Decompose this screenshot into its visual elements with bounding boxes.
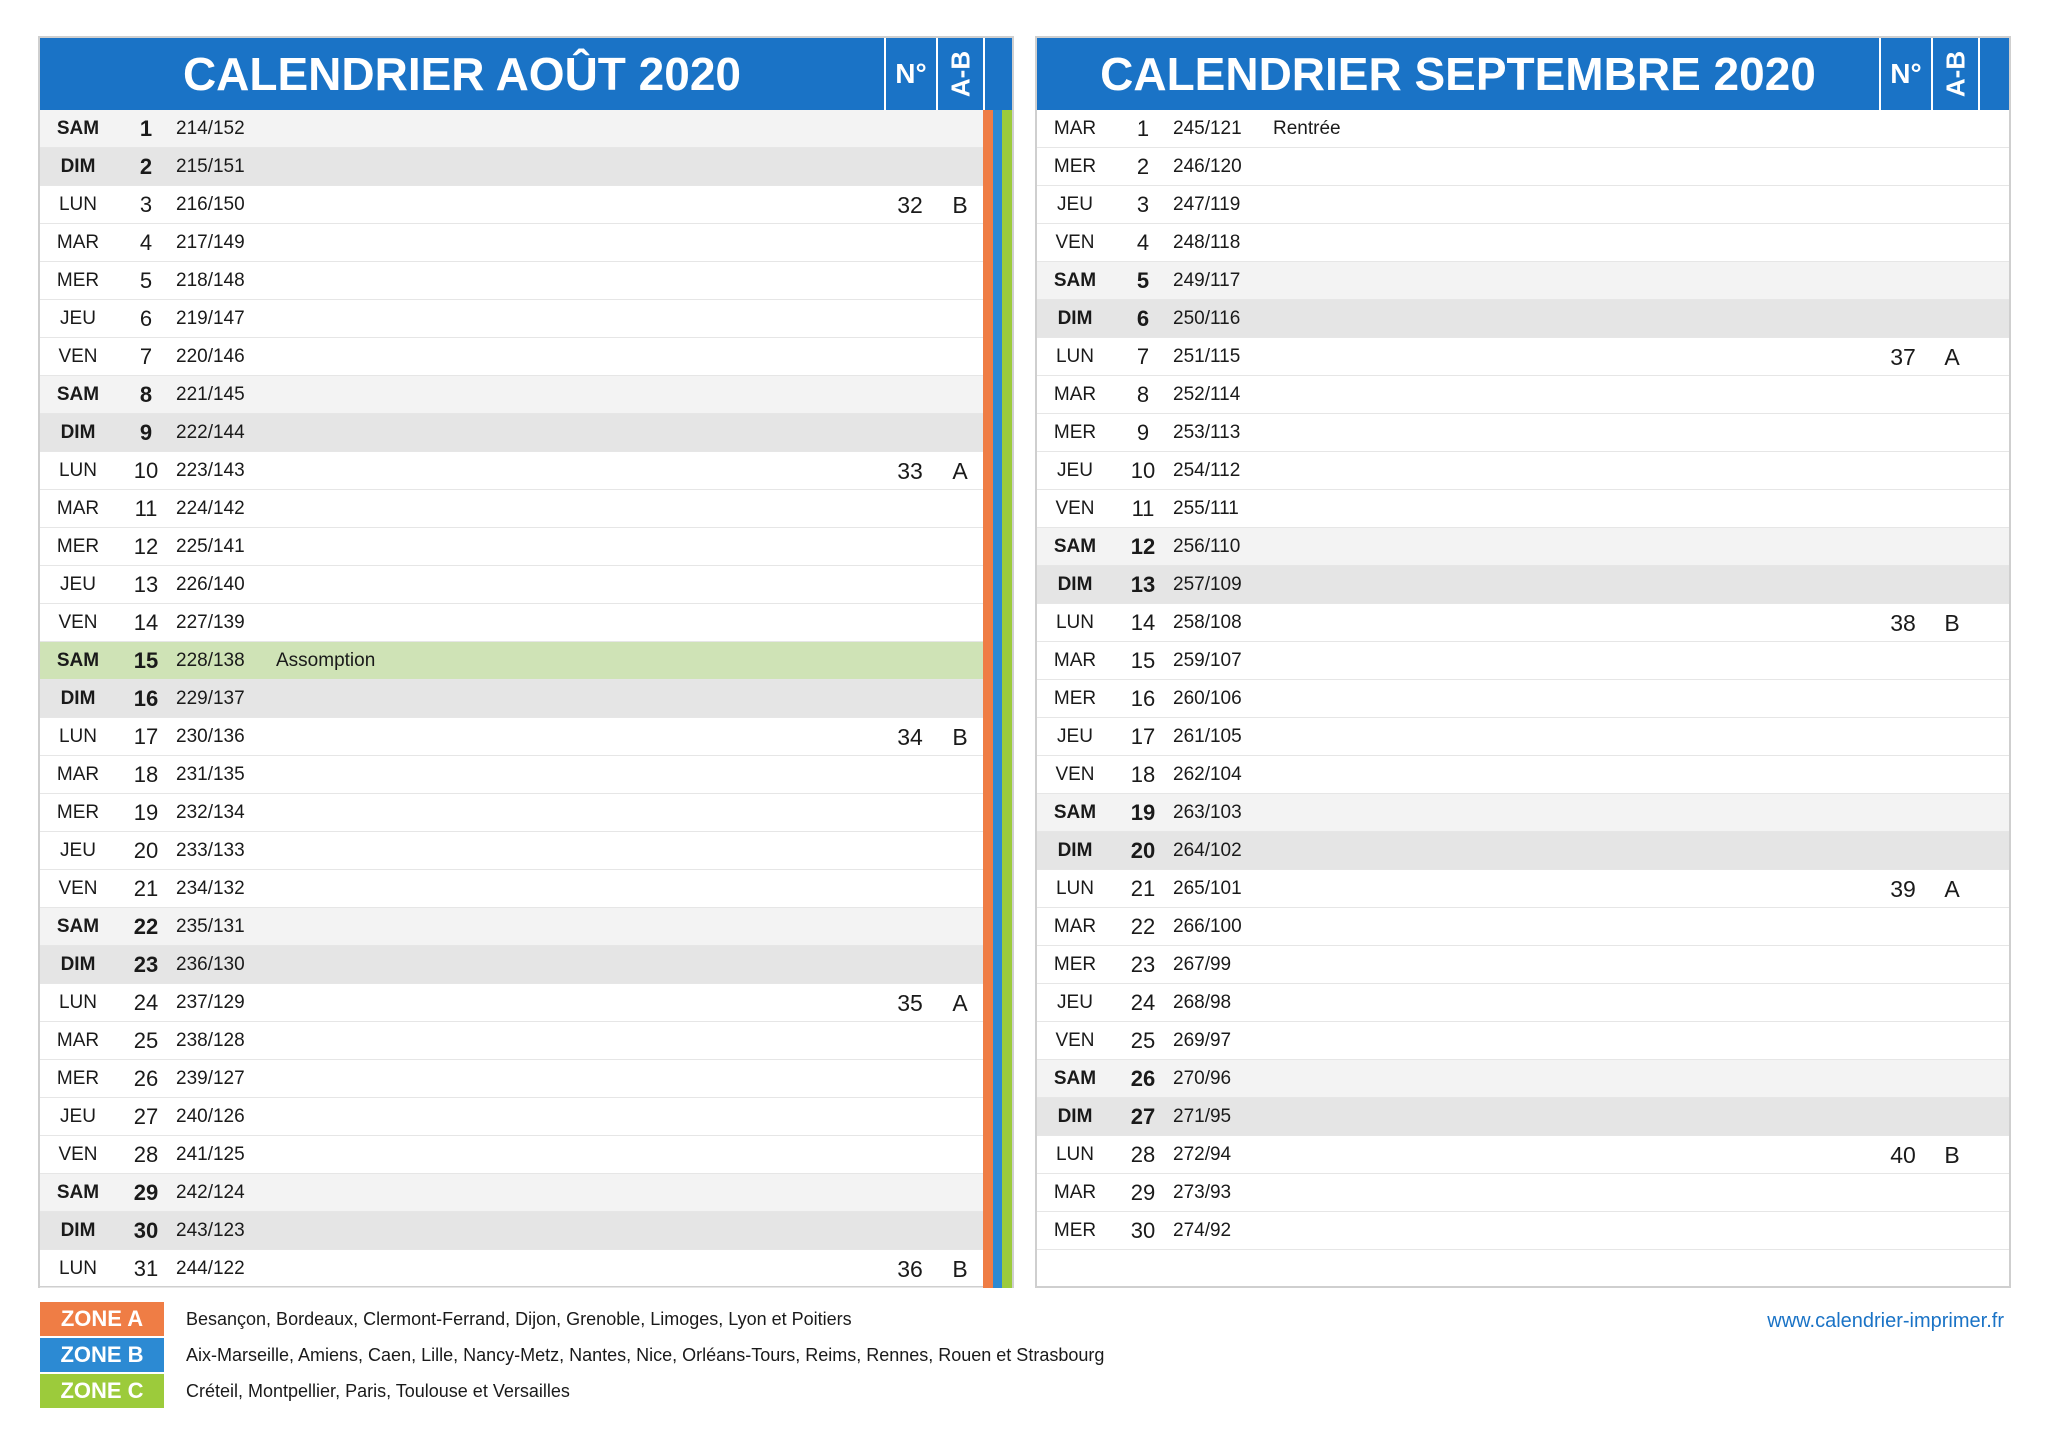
day-name: LUN bbox=[58, 460, 97, 481]
day-number: 6 bbox=[1136, 306, 1150, 331]
day-row bbox=[1037, 1060, 2009, 1098]
day-name: SAM bbox=[56, 650, 100, 671]
day-row bbox=[1037, 1212, 2009, 1250]
day-number: 15 bbox=[1130, 648, 1156, 673]
day-row bbox=[40, 300, 983, 338]
day-number: 31 bbox=[133, 1256, 159, 1281]
day-name: VEN bbox=[1055, 1030, 1095, 1051]
day-name: MER bbox=[1053, 954, 1097, 975]
day-row bbox=[40, 1098, 983, 1136]
zone-c-cities: Créteil, Montpellier, Paris, Toulouse et Versailles bbox=[186, 1381, 570, 1401]
day-of-year: 244/122 bbox=[176, 1258, 245, 1279]
day-name: DIM bbox=[1057, 308, 1093, 329]
header-divider bbox=[1978, 38, 1980, 110]
week-number-column-header: N° bbox=[1890, 58, 1922, 89]
day-name: VEN bbox=[58, 1144, 98, 1165]
day-row bbox=[1037, 300, 2009, 338]
week-ab: B bbox=[952, 192, 968, 218]
day-row bbox=[40, 870, 983, 908]
day-number: 27 bbox=[1130, 1104, 1156, 1129]
day-of-year: 245/121 bbox=[1173, 118, 1242, 139]
week-number: 33 bbox=[897, 458, 923, 484]
day-row bbox=[1037, 452, 2009, 490]
day-row bbox=[1037, 642, 2009, 680]
day-row bbox=[1037, 566, 2009, 604]
day-name: MAR bbox=[1053, 650, 1097, 671]
school-zone-vacation-bars bbox=[983, 110, 1012, 1288]
day-number: 18 bbox=[133, 762, 159, 787]
event-label: Rentrée bbox=[1273, 118, 1341, 139]
day-row bbox=[1037, 870, 2009, 908]
week-number: 37 bbox=[1890, 344, 1916, 370]
day-name: DIM bbox=[1057, 1106, 1093, 1127]
day-of-year: 226/140 bbox=[176, 574, 245, 595]
day-row bbox=[40, 832, 983, 870]
day-number: 30 bbox=[133, 1218, 159, 1243]
day-number: 27 bbox=[133, 1104, 159, 1129]
day-number: 15 bbox=[133, 648, 159, 673]
day-row bbox=[1037, 414, 2009, 452]
day-name: LUN bbox=[1055, 878, 1094, 899]
day-row bbox=[1037, 338, 2009, 376]
day-name: MAR bbox=[56, 498, 100, 519]
day-row bbox=[1037, 110, 2009, 148]
day-of-year: 233/133 bbox=[176, 840, 245, 861]
day-row bbox=[1037, 186, 2009, 224]
day-name: JEU bbox=[1057, 726, 1093, 747]
week-number: 34 bbox=[897, 724, 923, 750]
day-of-year: 263/103 bbox=[1173, 802, 1242, 823]
day-number: 22 bbox=[1130, 914, 1156, 939]
day-name: LUN bbox=[58, 1258, 97, 1279]
day-of-year: 267/99 bbox=[1173, 954, 1232, 975]
day-of-year: 259/107 bbox=[1173, 650, 1242, 671]
zone-c-badge: ZONE C bbox=[40, 1374, 164, 1408]
day-number: 5 bbox=[1136, 268, 1150, 293]
day-row bbox=[40, 414, 983, 452]
week-ab: A bbox=[952, 990, 968, 1016]
day-row bbox=[40, 908, 983, 946]
day-name: MAR bbox=[1053, 916, 1097, 937]
day-name: JEU bbox=[1057, 460, 1093, 481]
day-row bbox=[1037, 148, 2009, 186]
day-number: 4 bbox=[1136, 230, 1150, 255]
day-row bbox=[40, 680, 983, 718]
day-number: 29 bbox=[1130, 1180, 1156, 1205]
day-row bbox=[1037, 756, 2009, 794]
day-number: 28 bbox=[1130, 1142, 1156, 1167]
zone-a-badge: ZONE A bbox=[40, 1302, 164, 1336]
day-number: 12 bbox=[1130, 534, 1156, 559]
day-row bbox=[40, 186, 983, 224]
day-of-year: 231/135 bbox=[176, 764, 245, 785]
day-name: MAR bbox=[1053, 384, 1097, 405]
day-row bbox=[40, 1136, 983, 1174]
day-name: SAM bbox=[1053, 1068, 1097, 1089]
event-label: Assomption bbox=[276, 650, 376, 671]
day-name: JEU bbox=[60, 840, 96, 861]
day-number: 13 bbox=[133, 572, 159, 597]
day-of-year: 218/148 bbox=[176, 270, 245, 291]
day-name: SAM bbox=[56, 384, 100, 405]
day-row bbox=[40, 528, 983, 566]
day-name: MER bbox=[56, 802, 100, 823]
day-row bbox=[40, 338, 983, 376]
day-row bbox=[40, 1212, 983, 1250]
day-number: 10 bbox=[133, 458, 159, 483]
zone-a-bar bbox=[983, 110, 993, 1288]
day-of-year: 235/131 bbox=[176, 916, 245, 937]
day-of-year: 253/113 bbox=[1173, 422, 1241, 443]
day-number: 11 bbox=[134, 496, 158, 521]
day-number: 16 bbox=[1130, 686, 1156, 711]
day-row bbox=[40, 376, 983, 414]
september-day-list bbox=[1037, 110, 2009, 1250]
day-name: LUN bbox=[1055, 1144, 1094, 1165]
day-name: MAR bbox=[1053, 118, 1097, 139]
day-row bbox=[1037, 376, 2009, 414]
day-of-year: 227/139 bbox=[176, 612, 245, 633]
day-of-year: 268/98 bbox=[1173, 992, 1232, 1013]
day-row bbox=[40, 1174, 983, 1212]
day-number: 5 bbox=[139, 268, 153, 293]
august-calendar bbox=[38, 36, 1014, 1288]
day-name: DIM bbox=[60, 688, 96, 709]
day-row bbox=[40, 262, 983, 300]
day-name: JEU bbox=[60, 574, 96, 595]
day-number: 3 bbox=[139, 192, 153, 217]
day-of-year: 261/105 bbox=[1173, 726, 1242, 747]
day-number: 1 bbox=[139, 116, 153, 141]
zone-a-cities: Besançon, Bordeaux, Clermont-Ferrand, Dijon, Grenoble, Limoges, Lyon et Poitiers bbox=[186, 1309, 852, 1329]
day-name: MER bbox=[56, 270, 100, 291]
day-name: SAM bbox=[56, 118, 100, 139]
day-number: 7 bbox=[139, 344, 153, 369]
day-of-year: 221/145 bbox=[176, 384, 245, 405]
day-row bbox=[40, 604, 983, 642]
day-of-year: 264/102 bbox=[1173, 840, 1242, 861]
day-row bbox=[1037, 794, 2009, 832]
day-number: 2 bbox=[139, 154, 153, 179]
week-ab: A bbox=[952, 458, 968, 484]
day-number: 19 bbox=[133, 800, 159, 825]
week-number: 32 bbox=[897, 192, 923, 218]
day-of-year: 266/100 bbox=[1173, 916, 1242, 937]
day-name: SAM bbox=[56, 916, 100, 937]
day-of-year: 247/119 bbox=[1173, 194, 1241, 215]
week-number: 36 bbox=[897, 1256, 923, 1282]
day-row bbox=[1037, 984, 2009, 1022]
day-of-year: 237/129 bbox=[176, 992, 245, 1013]
day-number: 1 bbox=[1136, 116, 1150, 141]
ab-column-header: A-B bbox=[945, 50, 975, 98]
day-of-year: 270/96 bbox=[1173, 1068, 1232, 1089]
day-of-year: 222/144 bbox=[176, 422, 245, 443]
day-number: 14 bbox=[133, 610, 159, 635]
day-of-year: 269/97 bbox=[1173, 1030, 1232, 1051]
september-title: CALENDRIER SEPTEMBRE 2020 bbox=[1100, 48, 1816, 100]
day-name: MER bbox=[1053, 422, 1097, 443]
day-of-year: 250/116 bbox=[1173, 308, 1241, 329]
day-name: DIM bbox=[1057, 574, 1093, 595]
day-of-year: 265/101 bbox=[1173, 878, 1242, 899]
zone-b-bar bbox=[993, 110, 1003, 1288]
day-row bbox=[1037, 1136, 2009, 1174]
day-row bbox=[1037, 604, 2009, 642]
day-of-year: 248/118 bbox=[1173, 232, 1241, 253]
day-of-year: 240/126 bbox=[176, 1106, 245, 1127]
day-row bbox=[40, 566, 983, 604]
day-of-year: 258/108 bbox=[1173, 612, 1242, 633]
week-ab: B bbox=[1944, 1142, 1960, 1168]
week-number: 38 bbox=[1890, 610, 1916, 636]
day-row bbox=[1037, 832, 2009, 870]
zone-b-cities: Aix-Marseille, Amiens, Caen, Lille, Nancy-Metz, Nantes, Nice, Orléans-Tours, Reims, Rennes, Rouen et Strasbourg bbox=[186, 1345, 1105, 1365]
day-name: VEN bbox=[58, 878, 98, 899]
day-of-year: 272/94 bbox=[1173, 1144, 1232, 1165]
day-name: MER bbox=[1053, 688, 1097, 709]
day-of-year: 232/134 bbox=[176, 802, 245, 823]
day-of-year: 229/137 bbox=[176, 688, 245, 709]
day-of-year: 238/128 bbox=[176, 1030, 245, 1051]
day-number: 19 bbox=[1130, 800, 1156, 825]
day-of-year: 215/151 bbox=[176, 156, 245, 177]
day-row bbox=[1037, 718, 2009, 756]
day-number: 22 bbox=[133, 914, 159, 939]
day-of-year: 254/112 bbox=[1173, 460, 1241, 481]
day-number: 14 bbox=[1130, 610, 1156, 635]
day-of-year: 260/106 bbox=[1173, 688, 1242, 709]
day-number: 20 bbox=[133, 838, 159, 863]
day-row bbox=[40, 718, 983, 756]
day-name: MAR bbox=[56, 1030, 100, 1051]
day-number: 4 bbox=[139, 230, 153, 255]
day-of-year: 242/124 bbox=[176, 1182, 245, 1203]
day-number: 3 bbox=[1136, 192, 1150, 217]
day-name: JEU bbox=[1057, 194, 1093, 215]
day-of-year: 252/114 bbox=[1173, 384, 1241, 405]
day-of-year: 273/93 bbox=[1173, 1182, 1232, 1203]
day-name: MAR bbox=[1053, 1182, 1097, 1203]
day-number: 9 bbox=[1136, 420, 1150, 445]
day-name: DIM bbox=[60, 156, 96, 177]
day-name: SAM bbox=[1053, 802, 1097, 823]
week-number-column-header: N° bbox=[895, 58, 927, 89]
day-of-year: 214/152 bbox=[176, 118, 245, 139]
day-number: 7 bbox=[1136, 344, 1150, 369]
day-of-year: 228/138 bbox=[176, 650, 245, 671]
day-of-year: 271/95 bbox=[1173, 1106, 1232, 1127]
august-header bbox=[40, 38, 1012, 110]
day-number: 8 bbox=[1136, 382, 1150, 407]
september-header bbox=[1037, 38, 2009, 110]
day-number: 26 bbox=[133, 1066, 159, 1091]
day-number: 6 bbox=[139, 306, 153, 331]
day-number: 20 bbox=[1130, 838, 1156, 863]
day-name: DIM bbox=[1057, 840, 1093, 861]
day-of-year: 217/149 bbox=[176, 232, 245, 253]
week-ab: B bbox=[952, 1256, 968, 1282]
day-row bbox=[1037, 528, 2009, 566]
week-ab: A bbox=[1944, 876, 1960, 902]
day-number: 17 bbox=[133, 724, 159, 749]
day-of-year: 234/132 bbox=[176, 878, 245, 899]
day-number: 30 bbox=[1130, 1218, 1156, 1243]
day-name: SAM bbox=[1053, 536, 1097, 557]
day-number: 2 bbox=[1136, 154, 1150, 179]
august-day-list bbox=[40, 110, 1012, 1288]
day-name: JEU bbox=[60, 308, 96, 329]
day-name: DIM bbox=[60, 954, 96, 975]
day-row bbox=[40, 984, 983, 1022]
day-name: MER bbox=[56, 536, 100, 557]
day-row bbox=[40, 224, 983, 262]
header-divider bbox=[983, 38, 985, 110]
week-number: 35 bbox=[897, 990, 923, 1016]
day-number: 25 bbox=[133, 1028, 159, 1053]
day-of-year: 262/104 bbox=[1173, 764, 1242, 785]
day-row bbox=[1037, 490, 2009, 528]
day-number: 9 bbox=[139, 420, 153, 445]
day-number: 16 bbox=[133, 686, 159, 711]
day-row bbox=[1037, 908, 2009, 946]
day-number: 23 bbox=[1130, 952, 1156, 977]
day-number: 28 bbox=[133, 1142, 159, 1167]
day-of-year: 255/111 bbox=[1173, 498, 1239, 519]
day-of-year: 274/92 bbox=[1173, 1220, 1232, 1241]
day-number: 8 bbox=[139, 382, 153, 407]
day-name: DIM bbox=[60, 1220, 96, 1241]
week-number: 39 bbox=[1890, 876, 1916, 902]
day-of-year: 256/110 bbox=[1173, 536, 1241, 557]
day-name: MER bbox=[56, 1068, 100, 1089]
day-row bbox=[40, 642, 983, 680]
day-of-year: 220/146 bbox=[176, 346, 245, 367]
day-number: 25 bbox=[1130, 1028, 1156, 1053]
day-of-year: 224/142 bbox=[176, 498, 245, 519]
day-row bbox=[1037, 1098, 2009, 1136]
day-name: SAM bbox=[56, 1182, 100, 1203]
day-name: LUN bbox=[1055, 346, 1094, 367]
day-number: 12 bbox=[133, 534, 159, 559]
day-of-year: 243/123 bbox=[176, 1220, 245, 1241]
day-of-year: 251/115 bbox=[1173, 346, 1241, 367]
day-row bbox=[1037, 946, 2009, 984]
day-number: 11 bbox=[1131, 496, 1155, 521]
day-of-year: 257/109 bbox=[1173, 574, 1242, 595]
day-name: SAM bbox=[1053, 270, 1097, 291]
day-name: MER bbox=[1053, 1220, 1097, 1241]
day-of-year: 219/147 bbox=[176, 308, 245, 329]
day-row bbox=[1037, 1022, 2009, 1060]
day-of-year: 225/141 bbox=[176, 536, 245, 557]
day-row bbox=[40, 110, 983, 148]
day-name: LUN bbox=[58, 726, 97, 747]
day-of-year: 239/127 bbox=[176, 1068, 245, 1089]
day-name: LUN bbox=[58, 992, 97, 1013]
day-of-year: 230/136 bbox=[176, 726, 245, 747]
day-name: VEN bbox=[1055, 498, 1095, 519]
day-number: 23 bbox=[133, 952, 159, 977]
day-row bbox=[1037, 262, 2009, 300]
day-name: LUN bbox=[1055, 612, 1094, 633]
day-number: 24 bbox=[133, 990, 159, 1015]
day-name: VEN bbox=[1055, 764, 1095, 785]
day-of-year: 241/125 bbox=[176, 1144, 245, 1165]
day-row bbox=[1037, 680, 2009, 718]
day-number: 18 bbox=[1130, 762, 1156, 787]
day-row bbox=[1037, 224, 2009, 262]
week-ab: B bbox=[952, 724, 968, 750]
day-name: MAR bbox=[56, 764, 100, 785]
day-number: 17 bbox=[1130, 724, 1156, 749]
day-number: 13 bbox=[1130, 572, 1156, 597]
zone-c-bar bbox=[1002, 110, 1012, 1288]
zone-b-badge: ZONE B bbox=[40, 1338, 164, 1372]
day-of-year: 236/130 bbox=[176, 954, 245, 975]
september-calendar bbox=[1035, 36, 2011, 1288]
website-link[interactable]: www.calendrier-imprimer.fr bbox=[1767, 1310, 2004, 1332]
day-row bbox=[40, 1060, 983, 1098]
day-row bbox=[40, 1250, 983, 1288]
day-number: 29 bbox=[133, 1180, 159, 1205]
day-number: 21 bbox=[1130, 876, 1156, 901]
day-row bbox=[40, 452, 983, 490]
day-name: VEN bbox=[58, 346, 98, 367]
day-of-year: 249/117 bbox=[1173, 270, 1241, 291]
day-row bbox=[40, 946, 983, 984]
day-row bbox=[40, 794, 983, 832]
day-row bbox=[40, 148, 983, 186]
day-number: 26 bbox=[1130, 1066, 1156, 1091]
day-name: VEN bbox=[1055, 232, 1095, 253]
august-title: CALENDRIER AOÛT 2020 bbox=[182, 48, 742, 100]
day-name: MAR bbox=[56, 232, 100, 253]
day-name: JEU bbox=[60, 1106, 96, 1127]
day-number: 24 bbox=[1130, 990, 1156, 1015]
ab-column-header: A-B bbox=[1940, 50, 1970, 98]
week-ab: B bbox=[1944, 610, 1960, 636]
day-row bbox=[40, 490, 983, 528]
week-ab: A bbox=[1944, 344, 1960, 370]
day-of-year: 216/150 bbox=[176, 194, 245, 215]
day-row bbox=[40, 756, 983, 794]
day-row bbox=[1037, 1174, 2009, 1212]
day-of-year: 223/143 bbox=[176, 460, 245, 481]
day-number: 21 bbox=[133, 876, 159, 901]
day-of-year: 246/120 bbox=[1173, 156, 1242, 177]
day-number: 10 bbox=[1130, 458, 1156, 483]
day-name: MER bbox=[1053, 156, 1097, 177]
day-name: DIM bbox=[60, 422, 96, 443]
week-number: 40 bbox=[1890, 1142, 1916, 1168]
day-name: VEN bbox=[58, 612, 98, 633]
day-name: LUN bbox=[58, 194, 97, 215]
day-name: JEU bbox=[1057, 992, 1093, 1013]
day-row bbox=[40, 1022, 983, 1060]
